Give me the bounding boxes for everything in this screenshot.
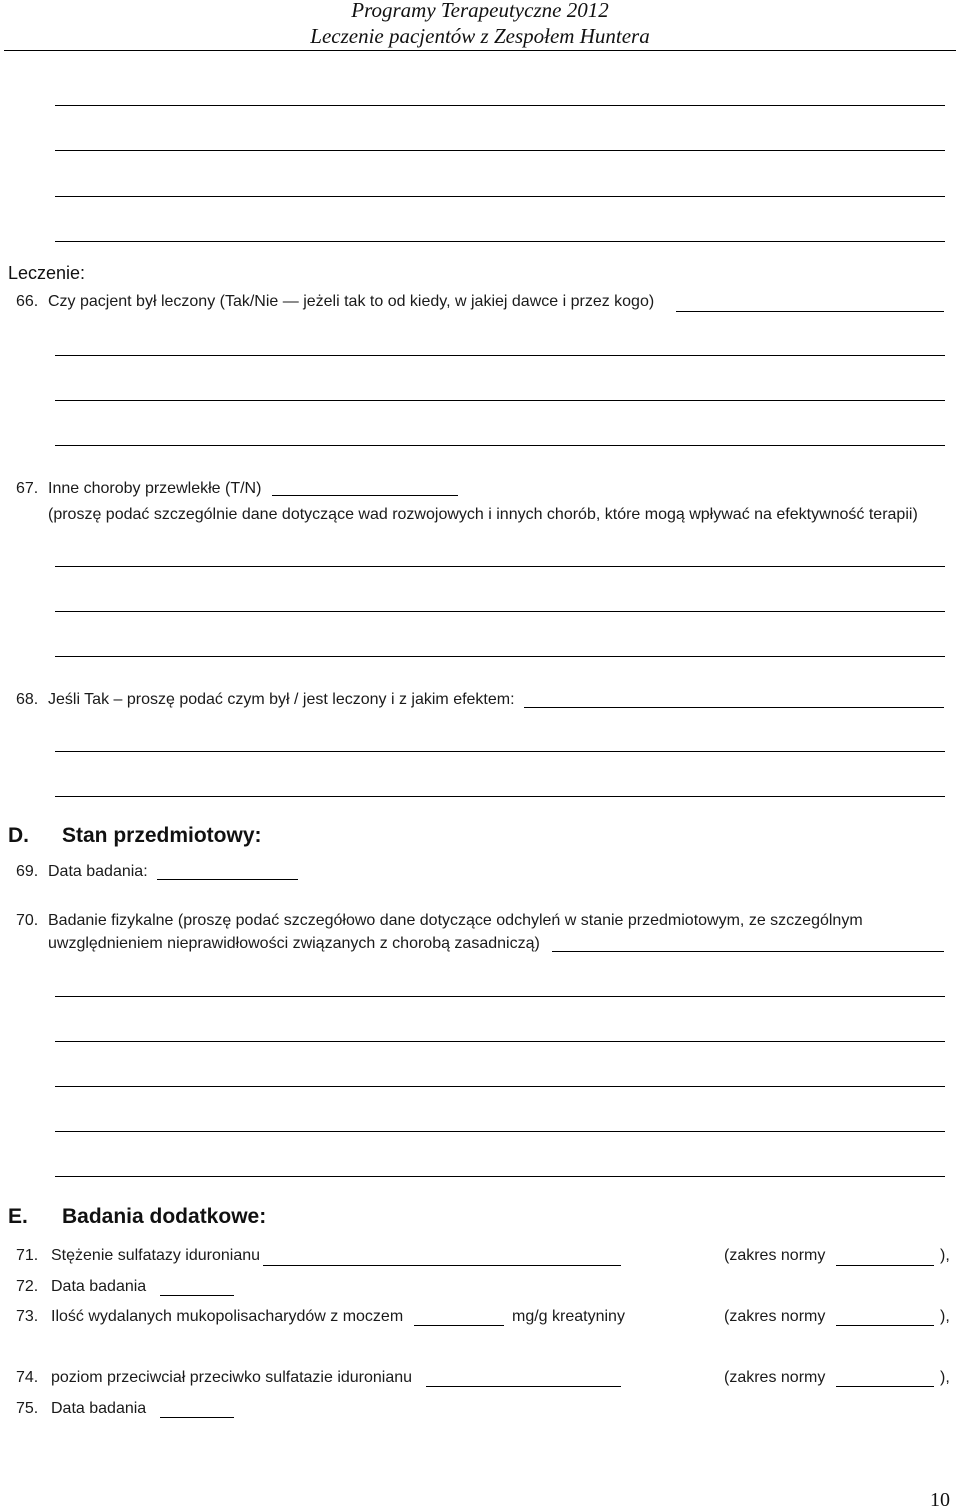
q74-range-end: ), [940, 1369, 950, 1386]
q67-text: Inne choroby przewlekłe (T/N) [48, 480, 262, 497]
q73-range-label: (zakres normy [724, 1308, 826, 1325]
q67-answer-line[interactable] [272, 495, 458, 496]
q75-date-line[interactable] [160, 1417, 234, 1418]
q69-text: Data badania: [48, 863, 148, 880]
q74-number: 74. [16, 1369, 39, 1386]
header-rule [4, 50, 956, 51]
q72-text: Data badania [51, 1278, 147, 1295]
answer-line[interactable] [55, 1041, 945, 1042]
answer-line[interactable] [55, 150, 945, 151]
q73-number: 73. [16, 1308, 39, 1325]
q75-number: 75. [16, 1400, 39, 1417]
section-e-title: Badania dodatkowe: [62, 1205, 267, 1228]
answer-line[interactable] [55, 656, 945, 657]
q72-date-line[interactable] [160, 1295, 234, 1296]
q68-answer-line[interactable] [524, 707, 944, 708]
q66-number: 66. [16, 293, 39, 310]
q74-range-line[interactable] [836, 1386, 934, 1387]
q72-number: 72. [16, 1278, 39, 1295]
page-number: 10 [930, 1489, 950, 1511]
q68-number: 68. [16, 691, 39, 708]
answer-line[interactable] [55, 996, 945, 997]
section-d-letter: D. [8, 824, 29, 847]
q74-value-line[interactable] [426, 1386, 621, 1387]
answer-line[interactable] [55, 796, 945, 797]
q70-answer-line[interactable] [552, 951, 944, 952]
q74-range-label: (zakres normy [724, 1369, 826, 1386]
header-title-line1: Programy Terapeutyczne 2012 [351, 0, 609, 22]
answer-line[interactable] [55, 105, 945, 106]
q71-number: 71. [16, 1247, 39, 1264]
q73-range-end: ), [940, 1308, 950, 1325]
answer-line[interactable] [55, 751, 945, 752]
q66-text: Czy pacjent był leczony (Tak/Nie — jeżeli tak to od kiedy, w jakiej dawce i przez kogo) [48, 293, 655, 310]
answer-line[interactable] [55, 400, 945, 401]
q70-text-line2: uwzględnieniem nieprawidłowości związanych z chorobą zasadniczą) [48, 935, 540, 952]
answer-line[interactable] [55, 1176, 945, 1177]
q70-text-line1: Badanie fizykalne (proszę podać szczegółowo dane dotyczące odchyleń w stanie przedmiotowym, ze szczególnym [48, 912, 863, 929]
q68-text: Jeśli Tak – proszę podać czym był / jest leczony i z jakim efektem: [48, 691, 515, 708]
treatment-section-title: Leczenie: [8, 263, 86, 283]
answer-line[interactable] [55, 241, 945, 242]
q71-range-label: (zakres normy [724, 1247, 826, 1264]
q70-number: 70. [16, 912, 39, 929]
answer-line[interactable] [55, 1131, 945, 1132]
q67-note: (proszę podać szczególnie dane dotyczące wad rozwojowych i innych chorób, które mogą wpływać na efektywność terapii) [48, 506, 918, 523]
q71-value-line[interactable] [263, 1265, 621, 1266]
q66-answer-line[interactable] [676, 311, 944, 312]
answer-line[interactable] [55, 611, 945, 612]
answer-line[interactable] [55, 1086, 945, 1087]
section-e-letter: E. [8, 1205, 28, 1228]
answer-line[interactable] [55, 445, 945, 446]
q71-text: Stężenie sulfatazy iduronianu [51, 1247, 261, 1264]
q71-range-end: ), [940, 1247, 950, 1264]
q74-text: poziom przeciwciał przeciwko sulfatazie iduronianu [51, 1369, 413, 1386]
answer-line[interactable] [55, 196, 945, 197]
q73-unit: mg/g kreatyniny [512, 1308, 625, 1325]
q73-value-line[interactable] [414, 1325, 504, 1326]
q69-date-line[interactable] [157, 879, 298, 880]
answer-line[interactable] [55, 566, 945, 567]
q69-number: 69. [16, 863, 39, 880]
answer-line[interactable] [55, 355, 945, 356]
q75-text: Data badania [51, 1400, 147, 1417]
q73-text: Ilość wydalanych mukopolisacharydów z moczem [51, 1308, 404, 1325]
q71-range-line[interactable] [836, 1265, 934, 1266]
q73-range-line[interactable] [836, 1325, 934, 1326]
section-d-title: Stan przedmiotowy: [62, 824, 262, 847]
header-title-line2: Leczenie pacjentów z Zespołem Huntera [310, 24, 650, 48]
q67-number: 67. [16, 480, 39, 497]
